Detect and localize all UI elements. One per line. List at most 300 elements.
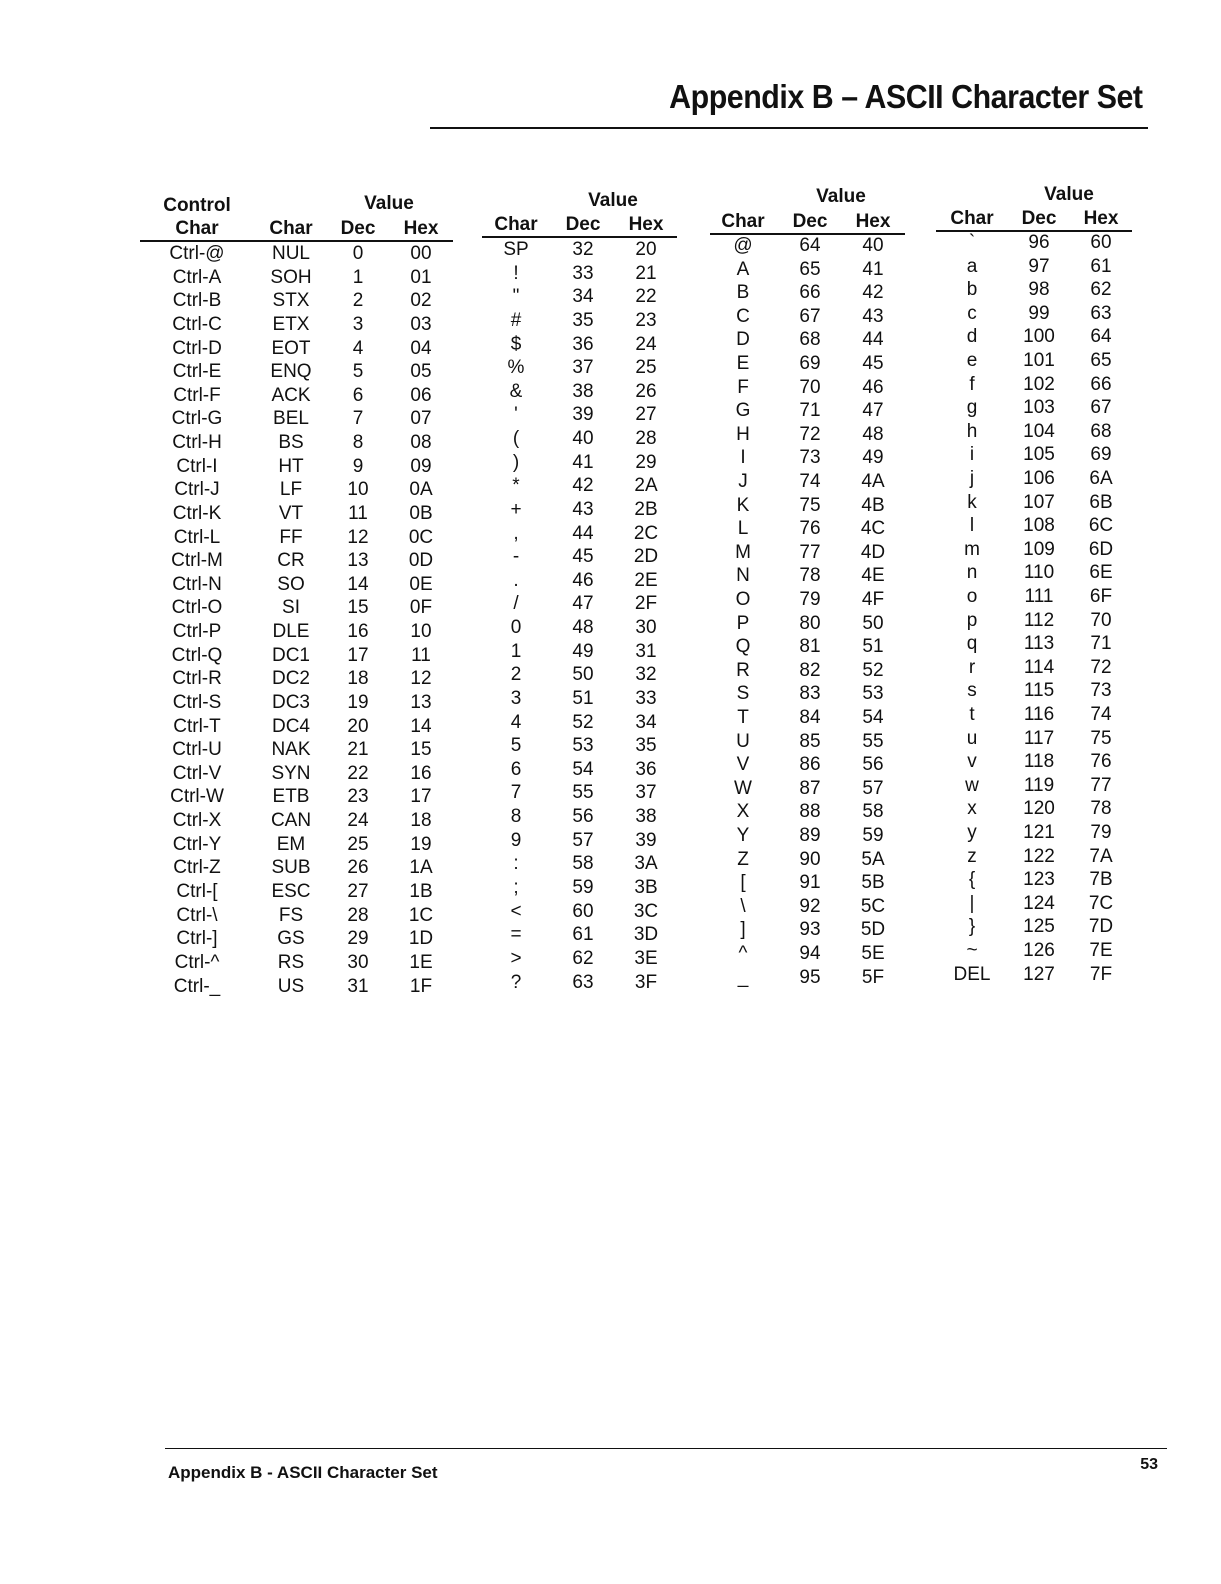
table-cell-char: 8 xyxy=(510,806,522,828)
table-cell-hex: 73 xyxy=(1090,680,1112,702)
table-cell-dec: 9 xyxy=(352,455,364,477)
table-cell-char: NUL xyxy=(271,243,311,264)
table-cell-hex: 7D xyxy=(1088,916,1114,938)
page-number: 53 xyxy=(1140,1456,1158,1473)
table-cell-dec: 13 xyxy=(347,550,369,572)
table-cell-dec: 112 xyxy=(1023,609,1055,631)
table-cell-dec: 106 xyxy=(1023,468,1055,489)
table-cell-char: FF xyxy=(279,526,303,548)
table-cell-char: P xyxy=(736,612,750,634)
table-cell-char: ^ xyxy=(738,943,748,964)
table-cell-char: b xyxy=(966,279,978,301)
table-cell-hex: 49 xyxy=(862,447,884,469)
table-cell-hex: 32 xyxy=(635,664,657,686)
footer-rule xyxy=(165,1448,1167,1449)
table-cell-char: L xyxy=(737,518,749,540)
table-cell-char: M xyxy=(735,541,751,563)
table-cell-hex: 7B xyxy=(1089,869,1113,891)
table-cell-char: LF xyxy=(279,479,303,501)
table-cell-char: ! xyxy=(513,262,519,284)
table-cell-dec: 66 xyxy=(799,282,821,304)
table-cell-hex: 4F xyxy=(861,589,885,610)
table-cell-dec: 12 xyxy=(347,526,369,548)
table-cell-char: NAK xyxy=(271,739,311,761)
table-cell-hex: 65 xyxy=(1090,350,1112,371)
table-cell-dec: 69 xyxy=(799,353,821,374)
table-cell-hex: 34 xyxy=(635,711,657,733)
table-cell-char: U xyxy=(736,730,750,752)
table-cell-control-key: Ctrl-J xyxy=(174,479,220,501)
table-cell-dec: 82 xyxy=(799,659,821,681)
table-cell-char: 3 xyxy=(510,687,522,709)
table-cell-hex: 53 xyxy=(862,683,884,705)
table-cell-dec: 33 xyxy=(572,262,594,284)
table-cell-char: EM xyxy=(276,833,306,855)
header-char: Char xyxy=(269,218,313,239)
table-cell-hex: 44 xyxy=(862,329,884,351)
table-cell-dec: 109 xyxy=(1023,538,1055,560)
table-cell-hex: 47 xyxy=(862,400,884,422)
table-cell-dec: 76 xyxy=(799,518,821,540)
header-dec: Dec xyxy=(565,214,601,235)
table-cell-hex: 1C xyxy=(408,904,434,926)
table-cell-dec: 6 xyxy=(352,384,364,406)
table-cell-dec: 59 xyxy=(572,877,594,898)
table-cell-control-key: Ctrl-D xyxy=(172,337,222,359)
table-cell-char: , xyxy=(513,522,519,544)
table-cell-dec: 0 xyxy=(352,243,364,264)
table-cell-dec: 4 xyxy=(352,337,364,359)
table-cell-char: < xyxy=(510,900,522,922)
table-cell-dec: 81 xyxy=(799,636,821,658)
table-cell-hex: 5C xyxy=(860,895,886,917)
table-cell-dec: 119 xyxy=(1023,774,1055,796)
table-cell-hex: 21 xyxy=(635,262,657,284)
table-cell-control-key: Ctrl-Y xyxy=(172,833,222,855)
table-cell-dec: 34 xyxy=(572,286,594,308)
table-cell-char: EOT xyxy=(271,337,311,359)
table-cell-char: RS xyxy=(277,951,305,973)
footer-title: Appendix B - ASCII Character Set xyxy=(168,1463,438,1482)
table-cell-char: " xyxy=(512,286,520,308)
table-cell-char: ; xyxy=(513,877,519,898)
table-cell-char: 0 xyxy=(510,617,522,639)
table-cell-hex: 37 xyxy=(635,782,657,804)
table-cell-control-key: Ctrl-_ xyxy=(173,975,221,997)
table-cell-char: F xyxy=(737,376,749,398)
table-cell-hex: 5A xyxy=(861,848,885,870)
table-cell-hex: 66 xyxy=(1090,373,1112,395)
table-cell-hex: 31 xyxy=(635,640,657,662)
table-cell-control-key: Ctrl-W xyxy=(170,786,224,808)
table-cell-char: v xyxy=(967,751,977,773)
table-cell-dec: 110 xyxy=(1023,562,1055,584)
table-cell-dec: 5 xyxy=(352,361,364,383)
table-cell-char: D xyxy=(736,329,750,351)
table-cell-dec: 1 xyxy=(352,266,364,288)
table-cell-char: DC2 xyxy=(271,668,311,690)
table-cell-char: ENQ xyxy=(270,361,312,383)
table-cell-char: a xyxy=(966,255,978,277)
table-cell-control-key: Ctrl-S xyxy=(172,691,222,713)
table-cell-dec: 23 xyxy=(347,786,369,808)
table-cell-char: l xyxy=(969,515,975,537)
table-cell-char: h xyxy=(966,420,978,442)
table-cell-char: \ xyxy=(740,895,746,917)
table-cell-dec: 39 xyxy=(572,404,594,426)
header-char: Char xyxy=(950,208,994,229)
table-cell-hex: 5F xyxy=(861,966,885,988)
table-cell-hex: 45 xyxy=(862,353,884,374)
table-cell-hex: 7C xyxy=(1088,892,1114,914)
table-cell-hex: 3F xyxy=(634,971,658,993)
table-cell-hex: 3B xyxy=(634,877,658,898)
table-cell-hex: 28 xyxy=(635,428,657,450)
table-cell-dec: 117 xyxy=(1023,727,1055,749)
table-cell-control-key: Ctrl-M xyxy=(171,550,223,572)
table-cell-char: CR xyxy=(277,550,305,572)
table-cell-char: 4 xyxy=(510,711,522,733)
table-cell-dec: 98 xyxy=(1028,279,1050,301)
table-cell-hex: 71 xyxy=(1090,633,1112,655)
table-cell-dec: 25 xyxy=(347,833,369,855)
table-cell-hex: 64 xyxy=(1090,326,1112,348)
table-cell-char: DC1 xyxy=(271,644,311,666)
table-cell-dec: 72 xyxy=(799,423,821,445)
table-cell-char: > xyxy=(510,947,522,969)
header-hex: Hex xyxy=(403,218,439,239)
table-cell-char: # xyxy=(510,309,522,331)
table-cell-hex: 1A xyxy=(409,857,433,879)
table-cell-dec: 38 xyxy=(572,380,594,402)
table-cell-dec: 77 xyxy=(799,541,821,563)
table-cell-char: E xyxy=(736,353,750,374)
table-cell-hex: 6F xyxy=(1089,586,1113,607)
table-cell-dec: 122 xyxy=(1023,845,1055,867)
table-cell-hex: 69 xyxy=(1090,444,1112,466)
table-cell-hex: 55 xyxy=(862,730,884,752)
table-cell-char: f xyxy=(969,373,975,395)
table-cell-dec: 126 xyxy=(1023,940,1055,961)
table-cell-hex: 50 xyxy=(862,612,884,634)
table-cell-char: k xyxy=(967,491,977,513)
table-cell-dec: 43 xyxy=(572,498,594,520)
table-cell-char: 2 xyxy=(510,664,522,686)
table-cell-hex: 12 xyxy=(410,668,432,690)
table-cell-char: e xyxy=(966,350,978,371)
table-cell-dec: 102 xyxy=(1023,373,1055,395)
table-cell-dec: 85 xyxy=(799,730,821,752)
table-cell-char: 6 xyxy=(510,758,522,780)
table-cell-char: SUB xyxy=(271,857,311,879)
table-cell-dec: 67 xyxy=(799,305,821,327)
table-cell-hex: 0C xyxy=(408,526,434,548)
table-cell-hex: 33 xyxy=(635,687,657,709)
table-cell-hex: 43 xyxy=(862,305,884,327)
table-cell-char: N xyxy=(736,565,750,587)
table-cell-hex: 76 xyxy=(1090,751,1112,773)
table-cell-hex: 4C xyxy=(860,518,886,540)
table-cell-dec: 94 xyxy=(799,943,821,964)
table-cell-dec: 63 xyxy=(572,971,594,993)
table-cell-dec: 87 xyxy=(799,777,821,799)
table-cell-hex: 08 xyxy=(410,432,432,454)
table-cell-char: X xyxy=(736,801,750,823)
table-cell-dec: 107 xyxy=(1023,491,1055,513)
table-cell-char: C xyxy=(736,305,750,327)
table-cell-dec: 17 xyxy=(347,644,369,666)
table-cell-hex: 2F xyxy=(634,593,658,615)
table-cell-control-key: Ctrl-\ xyxy=(176,904,218,926)
table-cell-char: w xyxy=(965,774,979,796)
table-cell-control-key: Ctrl-O xyxy=(171,597,223,619)
table-cell-hex: 77 xyxy=(1090,774,1112,796)
table-cell-hex: 4B xyxy=(861,494,885,516)
table-cell-hex: 00 xyxy=(410,243,432,264)
table-cell-dec: 57 xyxy=(572,829,594,851)
table-cell-dec: 60 xyxy=(572,900,594,922)
table-cell-hex: 1B xyxy=(409,881,433,902)
table-cell-char: ) xyxy=(512,451,520,473)
table-cell-dec: 22 xyxy=(347,762,369,784)
table-cell-char: t xyxy=(969,704,975,725)
table-cell-hex: 26 xyxy=(635,380,657,402)
table-cell-hex: 40 xyxy=(862,235,884,256)
table-cell-dec: 123 xyxy=(1023,869,1055,891)
table-cell-dec: 18 xyxy=(347,668,369,690)
table-cell-hex: 0E xyxy=(409,573,433,595)
table-cell-char: p xyxy=(966,609,978,631)
table-cell-dec: 7 xyxy=(352,408,364,430)
table-cell-control-key: Ctrl-V xyxy=(172,762,222,784)
table-cell-hex: 5D xyxy=(860,919,886,941)
table-cell-char: { xyxy=(968,869,976,891)
table-cell-char: & xyxy=(509,380,523,402)
table-cell-hex: 2E xyxy=(634,569,658,591)
table-cell-dec: 83 xyxy=(799,683,821,705)
table-cell-char: s xyxy=(967,680,977,702)
header-hex: Hex xyxy=(1083,208,1119,229)
table-cell-char: * xyxy=(512,475,520,497)
table-cell-dec: 96 xyxy=(1028,232,1050,253)
table-cell-char: ( xyxy=(512,428,520,450)
table-cell-dec: 68 xyxy=(799,329,821,351)
table-cell-char: 9 xyxy=(510,829,522,851)
table-cell-char: + xyxy=(510,498,522,520)
table-cell-char: SI xyxy=(282,597,300,619)
table-cell-hex: 3D xyxy=(633,924,659,946)
table-cell-hex: 04 xyxy=(410,337,432,359)
table-cell-hex: 4E xyxy=(861,565,885,587)
table-cell-char: . xyxy=(513,569,519,591)
header-value: Value xyxy=(364,193,414,214)
table-cell-hex: 6A xyxy=(1089,468,1113,489)
table-cell-control-key: Ctrl-R xyxy=(172,668,222,690)
table-cell-dec: 121 xyxy=(1023,822,1055,843)
table-cell-char: FS xyxy=(278,904,304,926)
table-cell-control-key: Ctrl-K xyxy=(172,502,222,524)
table-cell-char: J xyxy=(738,471,748,492)
table-cell-dec: 86 xyxy=(799,754,821,776)
table-cell-hex: 42 xyxy=(862,282,884,304)
table-cell-char: [ xyxy=(740,872,746,894)
table-cell-hex: 2C xyxy=(633,522,659,544)
table-cell-char: ] xyxy=(740,919,746,941)
table-cell-hex: 48 xyxy=(862,423,884,445)
table-cell-dec: 49 xyxy=(572,640,594,662)
table-cell-dec: 93 xyxy=(799,919,821,941)
table-cell-dec: 124 xyxy=(1023,892,1055,914)
table-cell-dec: 53 xyxy=(572,735,594,757)
table-cell-dec: 20 xyxy=(347,715,369,737)
table-cell-dec: 90 xyxy=(799,848,821,870)
table-cell-control-key: Ctrl-^ xyxy=(174,951,220,973)
table-cell-char: DC3 xyxy=(271,691,311,713)
table-cell-dec: 29 xyxy=(347,928,369,950)
table-cell-char: SOH xyxy=(270,266,312,288)
table-cell-dec: 37 xyxy=(572,357,594,379)
table-cell-hex: 7A xyxy=(1089,845,1113,867)
table-cell-hex: 0F xyxy=(409,597,433,619)
table-cell-hex: 6B xyxy=(1089,491,1113,513)
table-cell-dec: 116 xyxy=(1023,704,1055,725)
table-cell-char: 1 xyxy=(510,640,522,662)
table-cell-dec: 54 xyxy=(572,758,594,780)
table-cell-dec: 3 xyxy=(352,313,364,335)
table-cell-hex: 6C xyxy=(1088,515,1114,537)
table-cell-char: BS xyxy=(278,432,304,454)
table-cell-char: T xyxy=(737,707,749,728)
table-cell-dec: 114 xyxy=(1023,656,1055,678)
table-cell-hex: 2A xyxy=(634,475,658,497)
table-cell-dec: 92 xyxy=(799,895,821,917)
table-cell-char: } xyxy=(968,916,976,938)
table-cell-hex: 0A xyxy=(409,479,433,501)
table-cell-hex: 05 xyxy=(410,361,432,383)
table-cell-hex: 75 xyxy=(1090,727,1112,749)
table-cell-hex: 7E xyxy=(1089,940,1113,961)
table-cell-dec: 75 xyxy=(799,494,821,516)
table-cell-hex: 41 xyxy=(862,258,884,280)
table-cell-char: VT xyxy=(278,502,304,524)
table-cell-char: x xyxy=(967,798,977,820)
table-cell-hex: 78 xyxy=(1090,798,1112,820)
table-cell-dec: 70 xyxy=(799,376,821,398)
table-cell-hex: 03 xyxy=(410,313,432,335)
table-cell-dec: 31 xyxy=(347,975,369,997)
table-cell-hex: 72 xyxy=(1090,656,1112,678)
table-cell-char: | xyxy=(969,892,975,914)
table-cell-dec: 14 xyxy=(347,573,369,595)
table-cell-dec: 101 xyxy=(1023,350,1055,371)
table-cell-dec: 24 xyxy=(347,810,369,832)
table-cell-char: c xyxy=(967,302,977,324)
table-cell-hex: 7F xyxy=(1089,963,1113,985)
table-cell-char: DEL xyxy=(953,963,991,985)
table-cell-hex: 39 xyxy=(635,829,657,851)
table-cell-hex: 22 xyxy=(635,286,657,308)
table-cell-char: d xyxy=(966,326,978,348)
table-cell-hex: 67 xyxy=(1090,397,1112,419)
table-cell-dec: 100 xyxy=(1023,326,1055,348)
table-cell-dec: 2 xyxy=(352,290,364,312)
table-cell-dec: 48 xyxy=(572,617,594,639)
table-cell-control-key: Ctrl-B xyxy=(172,290,222,312)
table-cell-dec: 28 xyxy=(347,904,369,926)
table-cell-hex: 52 xyxy=(862,659,884,681)
table-cell-hex: 17 xyxy=(410,786,432,808)
table-cell-dec: 16 xyxy=(347,621,369,643)
table-cell-hex: 4A xyxy=(861,471,885,492)
table-cell-dec: 84 xyxy=(799,707,821,728)
table-cell-dec: 113 xyxy=(1023,633,1055,655)
table-cell-hex: 1E xyxy=(409,951,433,973)
table-cell-char: $ xyxy=(510,333,522,355)
table-cell-control-key: Ctrl-E xyxy=(172,361,222,383)
table-cell-char: I xyxy=(740,447,746,469)
table-cell-char: O xyxy=(735,589,751,610)
table-cell-hex: 35 xyxy=(635,735,657,757)
table-cell-char: R xyxy=(736,659,750,681)
table-cell-char: r xyxy=(968,656,976,678)
table-cell-char: H xyxy=(736,423,750,445)
table-cell-hex: 30 xyxy=(635,617,657,639)
table-cell-char: US xyxy=(277,975,305,997)
table-cell-control-key: Ctrl-Q xyxy=(171,644,223,666)
table-cell-dec: 8 xyxy=(352,432,364,454)
table-cell-char: SYN xyxy=(271,762,311,784)
table-cell-control-key: Ctrl-I xyxy=(176,455,218,477)
header-value: Value xyxy=(588,190,638,211)
table-cell-dec: 79 xyxy=(799,589,821,610)
table-cell-char: _ xyxy=(737,966,749,988)
header-char: Char xyxy=(494,214,538,235)
table-cell-dec: 62 xyxy=(572,947,594,969)
table-cell-hex: 61 xyxy=(1090,255,1112,277)
table-cell-hex: 54 xyxy=(862,707,884,728)
table-cell-char: Y xyxy=(736,825,750,846)
table-cell-hex: 13 xyxy=(410,691,432,713)
table-cell-control-key: Ctrl-G xyxy=(171,408,223,430)
table-cell-char: o xyxy=(966,586,978,607)
table-cell-hex: 18 xyxy=(410,810,432,832)
table-cell-char: u xyxy=(966,727,978,749)
table-cell-control-key: Ctrl-C xyxy=(172,313,222,335)
table-cell-hex: 24 xyxy=(635,333,657,355)
table-cell-char: S xyxy=(736,683,750,705)
header-dec: Dec xyxy=(792,211,828,232)
table-cell-char: A xyxy=(736,258,750,280)
header-char: Char xyxy=(721,211,765,232)
table-cell-dec: 71 xyxy=(799,400,821,422)
table-cell-dec: 103 xyxy=(1023,397,1055,419)
header-value: Value xyxy=(1044,184,1094,205)
table-cell-char: 7 xyxy=(510,782,522,804)
table-cell-dec: 95 xyxy=(799,966,821,988)
table-cell-dec: 99 xyxy=(1028,302,1050,324)
table-cell-char: DLE xyxy=(272,621,310,643)
table-cell-dec: 105 xyxy=(1023,444,1055,466)
table-cell-hex: 63 xyxy=(1090,302,1112,324)
table-cell-dec: 46 xyxy=(572,569,594,591)
header-value: Value xyxy=(816,186,866,207)
table-cell-hex: 1D xyxy=(408,928,434,950)
table-cell-control-key: Ctrl-[ xyxy=(176,881,218,902)
title-underline xyxy=(430,127,1148,129)
page-title: Appendix B – ASCII Character Set xyxy=(669,78,1143,115)
table-cell-char: n xyxy=(966,562,978,584)
table-cell-hex: 29 xyxy=(635,451,657,473)
